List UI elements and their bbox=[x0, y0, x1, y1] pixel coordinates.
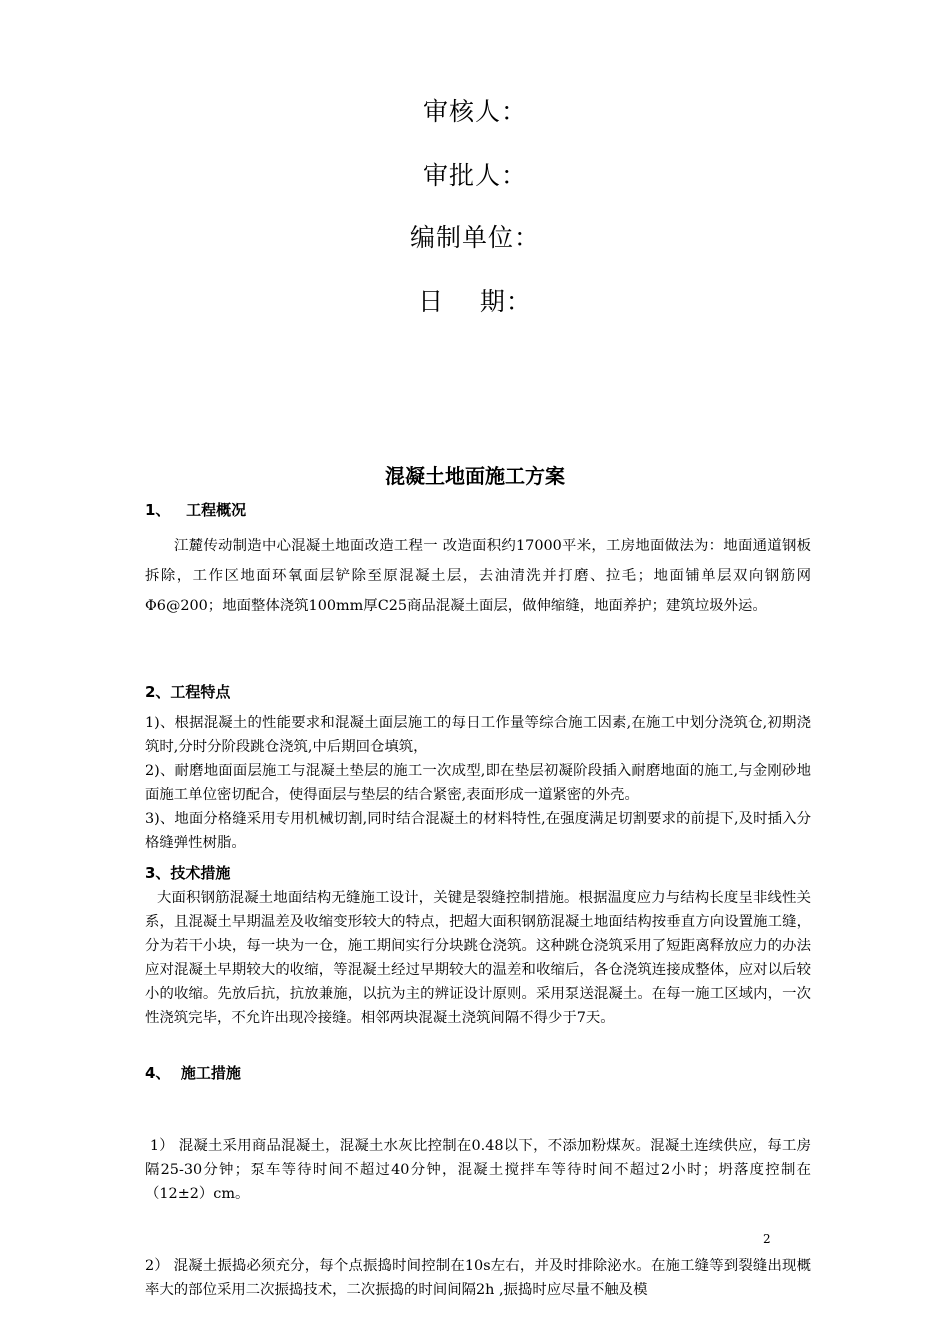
approver-label: 审批人： bbox=[422, 161, 527, 190]
section-2-list bbox=[145, 711, 811, 855]
section-2-heading: 2、工程特点 bbox=[145, 683, 231, 701]
section-4-heading: 4、 施工措施 bbox=[145, 1064, 241, 1082]
page-number: 2 bbox=[763, 1232, 771, 1246]
list-item: 3)、地面分格缝采用专用机械切割,同时结合混凝土的材料特性,在强度满足切割要求的前提下,及时插入分格缝弹性树脂。 bbox=[145, 811, 811, 851]
section-3-paragraph: 大面积钢筋混凝土地面结构无缝施工设计，关键是裂缝控制措施。根据温度应力与结构长度呈非线性关系，且混凝土早期温差及收缩变形较大的特点，把超大面积钢筋混凝土地面结构按垂直方向设置施工缝，分为若干小块，每一块为一仓，施工期间实行分块跳仓浇筑。这种跳仓浇筑采用了短距离释放应力的办法应对混凝土早期较大的收缩，等混凝土经过早期较大的温差和收缩后，各仓浇筑连接成整体，应对以后较小的收缩。先放后抗，抗放兼施，以抗为主的辨证设计原则。采用泵送混凝土。在每一施工区域内，一次性浇筑完毕，不允许出现冷接缝。相邻两块混凝土浇筑间隔不得少于7天。 bbox=[145, 890, 811, 1026]
list-item: 1） 混凝土采用商品混凝土，混凝土水灰比控制在0.48以下，不添加粉煤灰。混凝土连续供应，每工房隔25-30分钟；泵车等待时间不超过40分钟，混凝土搅拌车等待时间不超过2小时；坍落度控制在（12±2）cm。 bbox=[145, 1138, 811, 1202]
section-4-list bbox=[145, 1086, 811, 1326]
date-label: 日 期： bbox=[418, 287, 532, 316]
section-1-heading: 1、 工程概况 bbox=[145, 501, 247, 519]
document-title: 混凝土地面施工方案 bbox=[385, 464, 565, 488]
list-item: 2)、耐磨地面面层施工与混凝土垫层的施工一次成型,即在垫层初凝阶段插入耐磨地面的施工,与金刚砂地面施工单位密切配合，使得面层与垫层的结合紧密,表面形成一道紧密的外壳。 bbox=[145, 763, 811, 803]
section-1-paragraph: 江麓传动制造中心混凝土地面改造工程一 改造面积约17000平米，工房地面做法为：地面通道钢板拆除，工作区地面环氧面层铲除至原混凝土层，去油清洗并打磨、拉毛；地面铺单层双向钢筋网Φ6@200；地面整体浇筑100mm厚C25商品混凝土面层，做伸缩缝，地面养护；建筑垃圾外运。 bbox=[145, 538, 811, 614]
reviewer-label: 审核人： bbox=[422, 97, 527, 126]
list-item: 2） 混凝土振捣必须充分，每个点振捣时间控制在10s左右，并及时排除泌水。在施工缝等到裂缝出现概率大的部位采用二次振捣技术，二次振捣的时间间隔2h ,振捣时应尽量不触及模 bbox=[145, 1258, 811, 1298]
section-3-heading: 3、技术措施 bbox=[145, 864, 231, 882]
unit-label: 编制单位： bbox=[409, 223, 540, 252]
list-item: 1)、根据混凝土的性能要求和混凝土面层施工的每日工作量等综合施工因素,在施工中划分浇筑仓,初期浇筑时,分时分阶段跳仓浇筑,中后期回仓填筑， bbox=[145, 715, 811, 755]
